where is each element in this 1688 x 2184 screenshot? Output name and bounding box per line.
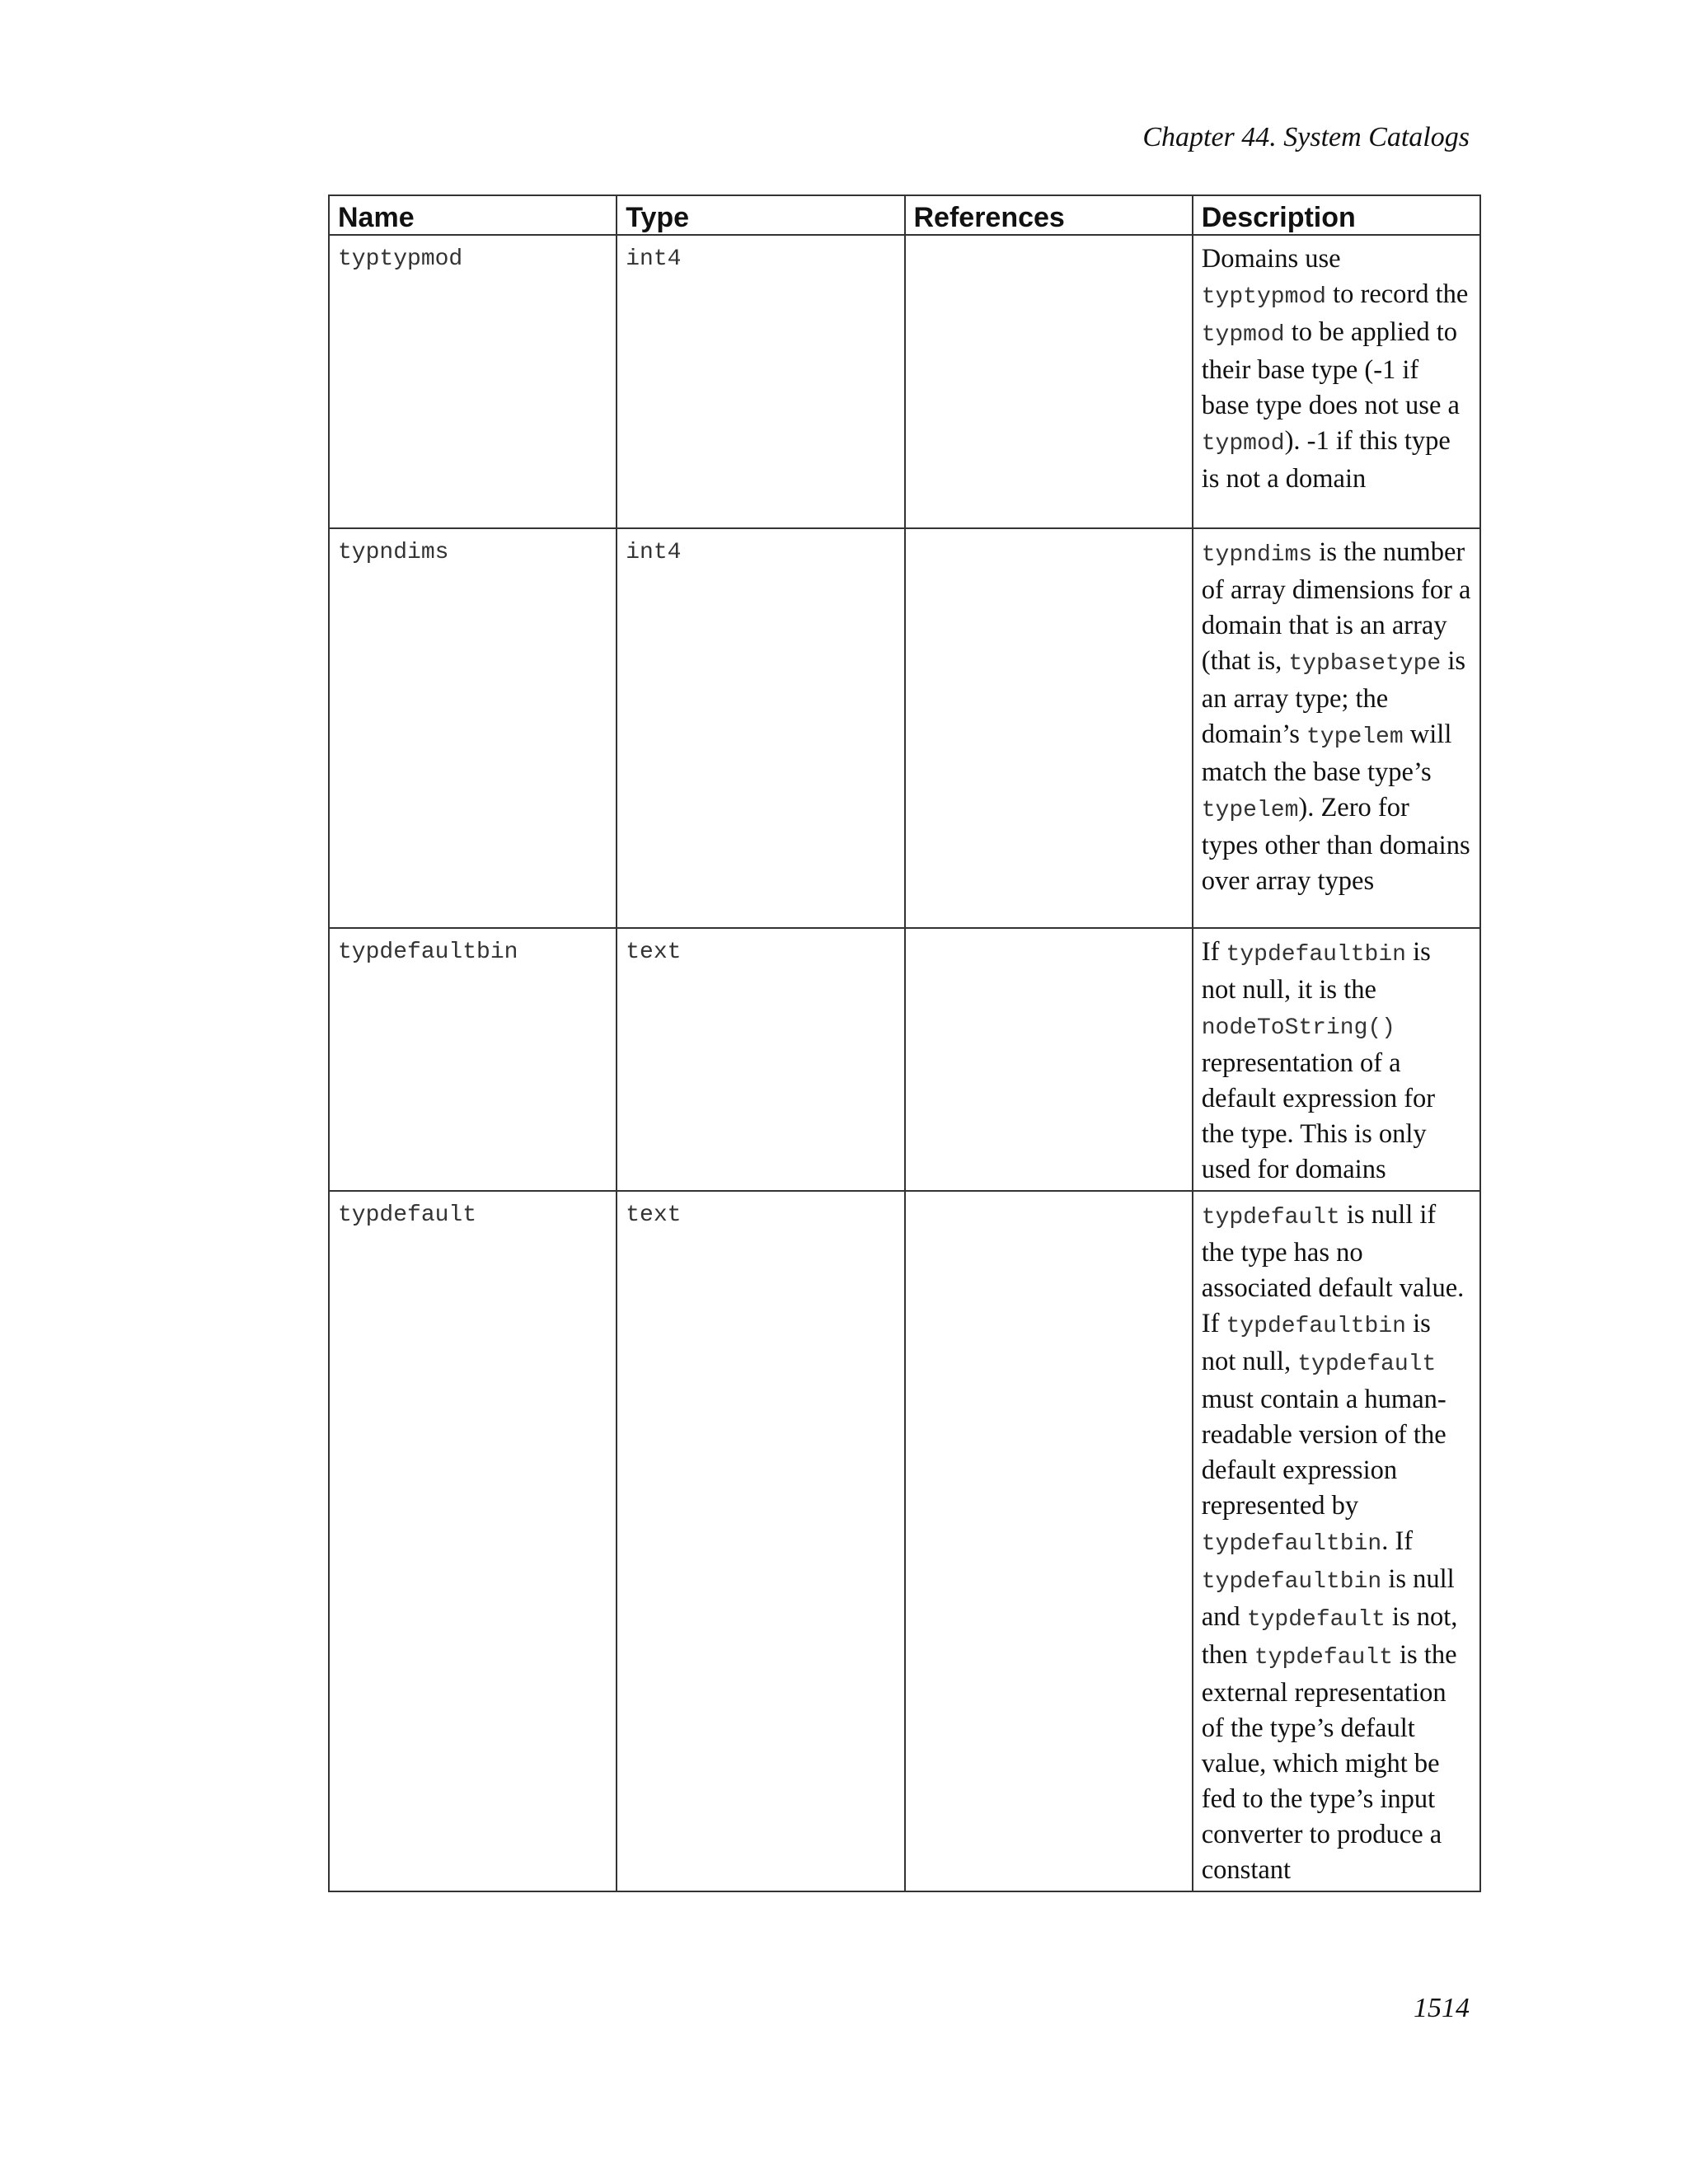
inline-code: typdefaultbin (1201, 1531, 1382, 1557)
description-text: is not, then (1201, 1602, 1458, 1670)
cell-references (905, 528, 1193, 928)
inline-code: typdefaultbin (1226, 942, 1406, 968)
description-text: is an array type; the domain’s (1201, 646, 1466, 749)
inline-code: typbasetype (1288, 651, 1442, 677)
cell-description (1193, 235, 1480, 528)
column-header-type: Type (617, 195, 904, 235)
inline-code: typmod (1201, 431, 1285, 457)
inline-code: typdefault (1246, 1607, 1386, 1633)
cell-references (905, 1191, 1193, 1891)
description-text: representation of a default expression for the type. This is only used for domains (1201, 1048, 1436, 1184)
table-row (329, 928, 1480, 1191)
description-text: will match the base type’s (1201, 719, 1452, 787)
description-text: is not null, (1201, 1309, 1431, 1376)
cell-type: int4 (617, 235, 904, 528)
cell-references (905, 928, 1193, 1191)
inline-code: nodeToString() (1201, 1015, 1395, 1041)
cell-description (1193, 528, 1480, 928)
description-text: Domains use (1201, 244, 1341, 274)
column-header-references: References (905, 195, 1193, 235)
description-text: is null if the type has no associated default value. If (1201, 1200, 1465, 1338)
inline-code: typelem (1201, 798, 1299, 823)
cell-type: int4 (617, 528, 904, 928)
description-text: is the external representation of the type’s default value, which might be fed to the type’s input converter to produce a constant (1201, 1640, 1457, 1885)
table-row (329, 528, 1480, 928)
cell-name: typtypmod (329, 235, 617, 528)
table-row (329, 1191, 1480, 1891)
description-text: is not null, it is the (1201, 937, 1431, 1005)
inline-code: typmod (1201, 322, 1285, 348)
table-row (329, 235, 1480, 528)
running-header: Chapter 44. System Catalogs (1142, 122, 1470, 152)
inline-code: typelem (1306, 724, 1404, 750)
column-header-name: Name (329, 195, 617, 235)
description-text: If (1201, 937, 1226, 967)
inline-code: typtypmod (1201, 284, 1326, 310)
cell-references (905, 235, 1193, 528)
cell-description (1193, 1191, 1480, 1891)
inline-code: typdefault (1297, 1352, 1437, 1377)
cell-type: text (617, 1191, 904, 1891)
description-text: . If (1381, 1526, 1414, 1556)
cell-description (1193, 928, 1480, 1191)
inline-code: typdefaultbin (1201, 1569, 1382, 1595)
description-text: to be applied to their base type (-1 if base type does not use a (1201, 317, 1460, 420)
table-header-row (329, 195, 1480, 235)
cell-name: typdefault (329, 1191, 617, 1891)
inline-code: typdefault (1201, 1205, 1340, 1230)
catalog-columns-table (328, 194, 1481, 1892)
cell-type: text (617, 928, 904, 1191)
page-number: 1514 (1414, 1993, 1470, 2023)
description-text: must contain a human-readable version of the default expression represented by (1201, 1385, 1447, 1521)
column-header-description: Description (1193, 195, 1480, 235)
inline-code: typdefault (1254, 1645, 1393, 1671)
cell-name: typndims (329, 528, 617, 928)
description-text: ). -1 if this type is not a domain (1201, 426, 1451, 494)
description-text: ). Zero for types other than domains over array types (1201, 793, 1470, 896)
description-text: is null and (1201, 1564, 1455, 1632)
description-text: is the number of array dimensions for a domain that is an array (that is, (1201, 537, 1471, 676)
inline-code: typdefaultbin (1226, 1314, 1406, 1339)
inline-code: typndims (1201, 542, 1313, 568)
cell-name: typdefaultbin (329, 928, 617, 1191)
description-text: to record the (1325, 279, 1469, 309)
